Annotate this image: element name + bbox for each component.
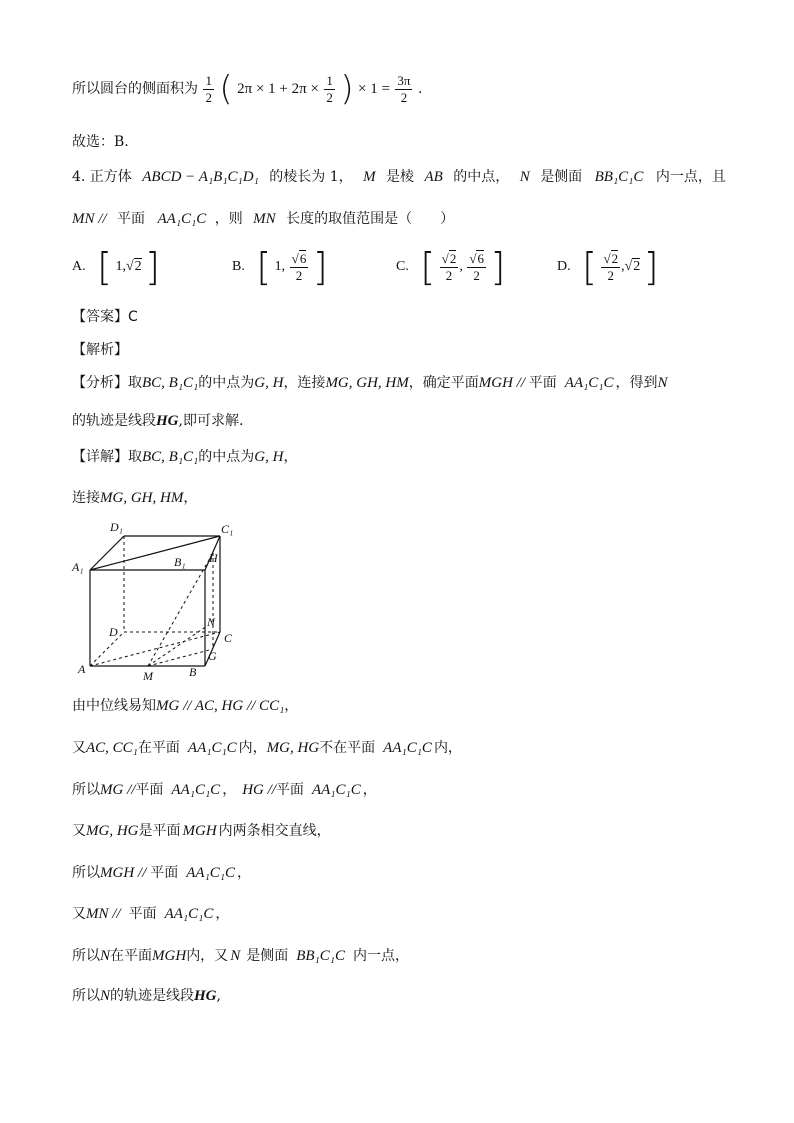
fraction-result: $\frac{3\pi}{2}$ [397,72,411,105]
analysis-line1: 【分析】取BC, B₁C₁的中点为G, H，连接MG, GH, HM，确定平面MGH // 平面 AA₁C₁C ，得到N [72,375,668,391]
cube-hidden-edges [90,536,220,666]
formula-tail: × 1 = [358,81,390,97]
proof-line5: 所以MGH // 平面 AA₁C₁C ， [72,865,252,881]
label-B: B [189,665,197,679]
formula-line: 所以圆台的侧面积为 $\frac{1}{2}$ ( 2π × 1 + 2π × $\frac{1}{2}$ ) × 1 = $\frac{3\pi}{2}$ . [72,69,423,109]
option-b[interactable]: B. [ 1, $\frac{√6}{2}$ ] [232,245,328,289]
label-B1: B₁ [174,555,186,569]
jiexi-heading: 【解析】 [72,342,128,358]
detail-line2: 连接MG, GH, HM， [72,490,198,506]
label-D: D [109,625,118,639]
detail-line1: 【详解】取BC, B₁C₁的中点为G, H， [72,449,298,465]
analysis-line2: 的轨迹是线段HG,即可求解. [72,413,244,429]
fraction-inner: $\frac{1}{2}$ [326,72,333,105]
option-a[interactable]: A. [ 1,√2 ] [72,245,160,289]
proof-line4: 又MG, HG是平面 MGH 内两条相交直线， [72,823,331,839]
option-d[interactable]: D. [ $\frac{√2}{2}$ ,√2 ] [557,245,659,289]
proof-line8: 所以N的轨迹是线段HG, [72,988,221,1004]
fraction-half: $\frac{1}{2}$ [205,72,212,105]
formula-prefix: 所以圆台的侧面积为 [72,81,198,97]
label-C: C [224,631,233,645]
choice-line: 故选：B. [72,134,129,150]
answer-line: 【答案】C [72,309,138,325]
label-H: H [209,551,218,565]
question-4-line2: MN // 平面 AA₁C₁C ，则 MN 长度的取值范围是（ ） [72,211,455,227]
option-c[interactable]: C. [ $\frac{√2}{2}$ , $\frac{√6}{2}$ ] [396,245,506,289]
label-D1: D₁ [110,520,123,534]
proof-line1: 由中位线易知MG // AC, HG // CC₁， [72,698,299,714]
proof-line6: 又MN // 平面 AA₁C₁C ， [72,906,230,922]
label-A1: A₁ [72,560,84,574]
label-M: M [143,669,153,683]
label-G: G [208,649,217,663]
proof-line2: 又AC, CC₁在平面 AA₁C₁C 内，MG, HG不在平面 AA₁C₁C 内， [72,740,462,756]
proof-line7: 所以N在平面MGH内，又 N 是侧面 BB₁C₁C 内一点， [72,948,409,964]
proof-line3: 所以MG //平面 AA₁C₁C ， HG //平面 AA₁C₁C ， [72,782,377,798]
question-4-line1: 4. 正方体 ABCD − A₁B₁C₁D₁ 的棱长为 1， M 是棱 AB 的中点， N 是侧面 BB₁C₁C 内一点，且 [72,169,726,185]
label-C1: C₁ [221,522,234,536]
cube-solid-edges [90,536,220,666]
cube-figure [68,518,248,683]
label-A: A [78,662,86,676]
label-N: N [207,615,216,629]
formula-inner: 2π × 1 + 2π × [237,81,319,97]
